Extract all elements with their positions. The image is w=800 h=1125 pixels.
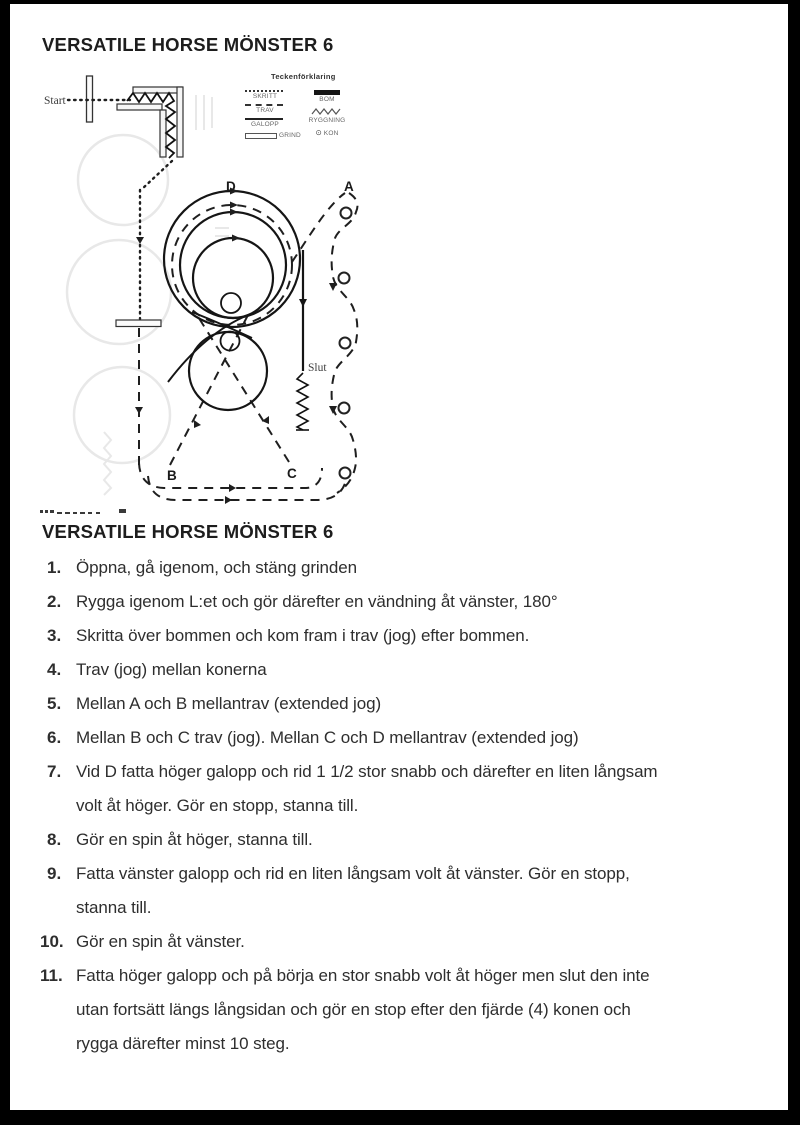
lower-volt-circle [189, 332, 267, 410]
instruction-number: 7. [47, 762, 62, 781]
large-volt-dashed-circle [172, 205, 292, 325]
instruction-text: Trav (jog) mellan konerna [76, 660, 267, 679]
page [10, 4, 788, 1110]
instruction-text: Fatta vänster galopp och rid en liten långsam volt åt vänster. Gör en stopp, [76, 864, 630, 883]
loop-arrow-1 [229, 484, 236, 492]
instruction-item [40, 857, 770, 925]
cone-symbol: ⊙ [315, 128, 322, 137]
instruction-number: 8. [47, 830, 62, 849]
instruction-text: Mellan B och C trav (jog). Mellan C och D mellantrav (extended jog) [76, 728, 579, 747]
gate-sample [245, 133, 277, 139]
marker-d: D [226, 179, 236, 194]
zigzag-sample [311, 107, 343, 116]
instruction-item [40, 925, 770, 959]
instruction-number: 9. [47, 864, 62, 883]
instruction-number: 2. [47, 592, 62, 611]
instruction-number: 6. [47, 728, 62, 747]
instruction-item [40, 653, 770, 687]
instruction-text: Rygga igenom L:et och gör därefter en vändning åt vänster, 180° [76, 592, 558, 611]
instruction-list [40, 551, 770, 1061]
legend-item-trav: TRAV [245, 104, 285, 114]
legend-item-ryggning: RYGGNING [307, 107, 347, 124]
instruction-item [40, 959, 770, 1061]
instruction-item [40, 551, 770, 585]
instruction-item [40, 721, 770, 755]
instruction-number: 10. [40, 932, 64, 951]
slut-label: Slut [308, 362, 327, 374]
cones [339, 208, 352, 479]
page-title: VERSATILE HORSE MÖNSTER 6 [42, 34, 334, 55]
diagonal-arrow-left [194, 420, 201, 428]
instruction-text: Öppna, gå igenom, och stäng grinden [76, 558, 357, 577]
instruction-text: Mellan A och B mellantrav (extended jog) [76, 694, 382, 713]
instruction-text: Skritta över bommen och kom fram i trav (jog) efter bommen. [76, 626, 530, 645]
legend-item-bom: BOM [307, 90, 347, 103]
instruction-text: volt åt höger. Gör en stopp, stanna till. [76, 796, 359, 815]
instruction-number: 5. [47, 694, 62, 713]
crossing-diagonals [170, 315, 289, 465]
instruction-number: 3. [47, 626, 62, 645]
instruction-item [40, 755, 770, 823]
instruction-item [40, 585, 770, 619]
l-poles [117, 87, 183, 157]
legend-item-kon: ⊙ KON [315, 128, 339, 137]
marker-a: A [344, 179, 354, 194]
legend-item-skritt: SKRITT [245, 90, 285, 100]
instruction-number: 4. [47, 660, 62, 679]
ryggning-zigzag-l [127, 93, 175, 158]
scan-bleedthrough-ghosts [67, 95, 229, 495]
instruction-text: Gör en spin åt höger, stanna till. [76, 830, 313, 849]
marker-c: C [287, 466, 297, 481]
bom-pole [116, 320, 161, 327]
dotted-line-sample [245, 90, 283, 92]
volt-direction-arrows [230, 188, 240, 242]
solid-line-sample [245, 118, 283, 120]
bom-bar-sample [314, 90, 340, 95]
dashed-line-sample [245, 104, 283, 106]
clipped-text-fragment [40, 509, 126, 514]
instruction-item [40, 823, 770, 857]
instruction-text: rygga därefter minst 10 steg. [76, 1034, 290, 1053]
serpentine-arrow-1 [329, 283, 337, 291]
instruction-text: Fatta höger galopp och på börja en stor snabb volt åt höger men slut den inte [76, 966, 650, 985]
list-title: VERSATILE HORSE MÖNSTER 6 [42, 521, 334, 542]
instruction-item [40, 687, 770, 721]
legend-item-galopp: GALOPP [245, 118, 285, 128]
instruction-text: Vid D fatta höger galopp och rid 1 1/2 stor snabb och därefter en liten långsam [76, 762, 658, 781]
instruction-item [40, 619, 770, 653]
loop-arrow-2 [225, 496, 232, 504]
marker-b: B [167, 468, 177, 483]
instruction-text: stanna till. [76, 898, 152, 917]
slut-backing-zigzag [297, 373, 308, 430]
legend-item-grind: GRIND [245, 132, 305, 139]
instruction-number: 1. [47, 558, 62, 577]
legend-title: Teckenförklaring [271, 72, 336, 81]
instruction-text: utan fortsätt längs långsidan och gör en stop efter den fjärde (4) konen och [76, 1000, 631, 1019]
canter-arrow-down [299, 299, 307, 307]
trot-arrow-down [135, 407, 143, 414]
instruction-number: 11. [40, 966, 63, 985]
start-label: Start [44, 95, 66, 107]
legend [245, 72, 375, 143]
instruction-text: Gör en spin åt vänster. [76, 932, 245, 951]
